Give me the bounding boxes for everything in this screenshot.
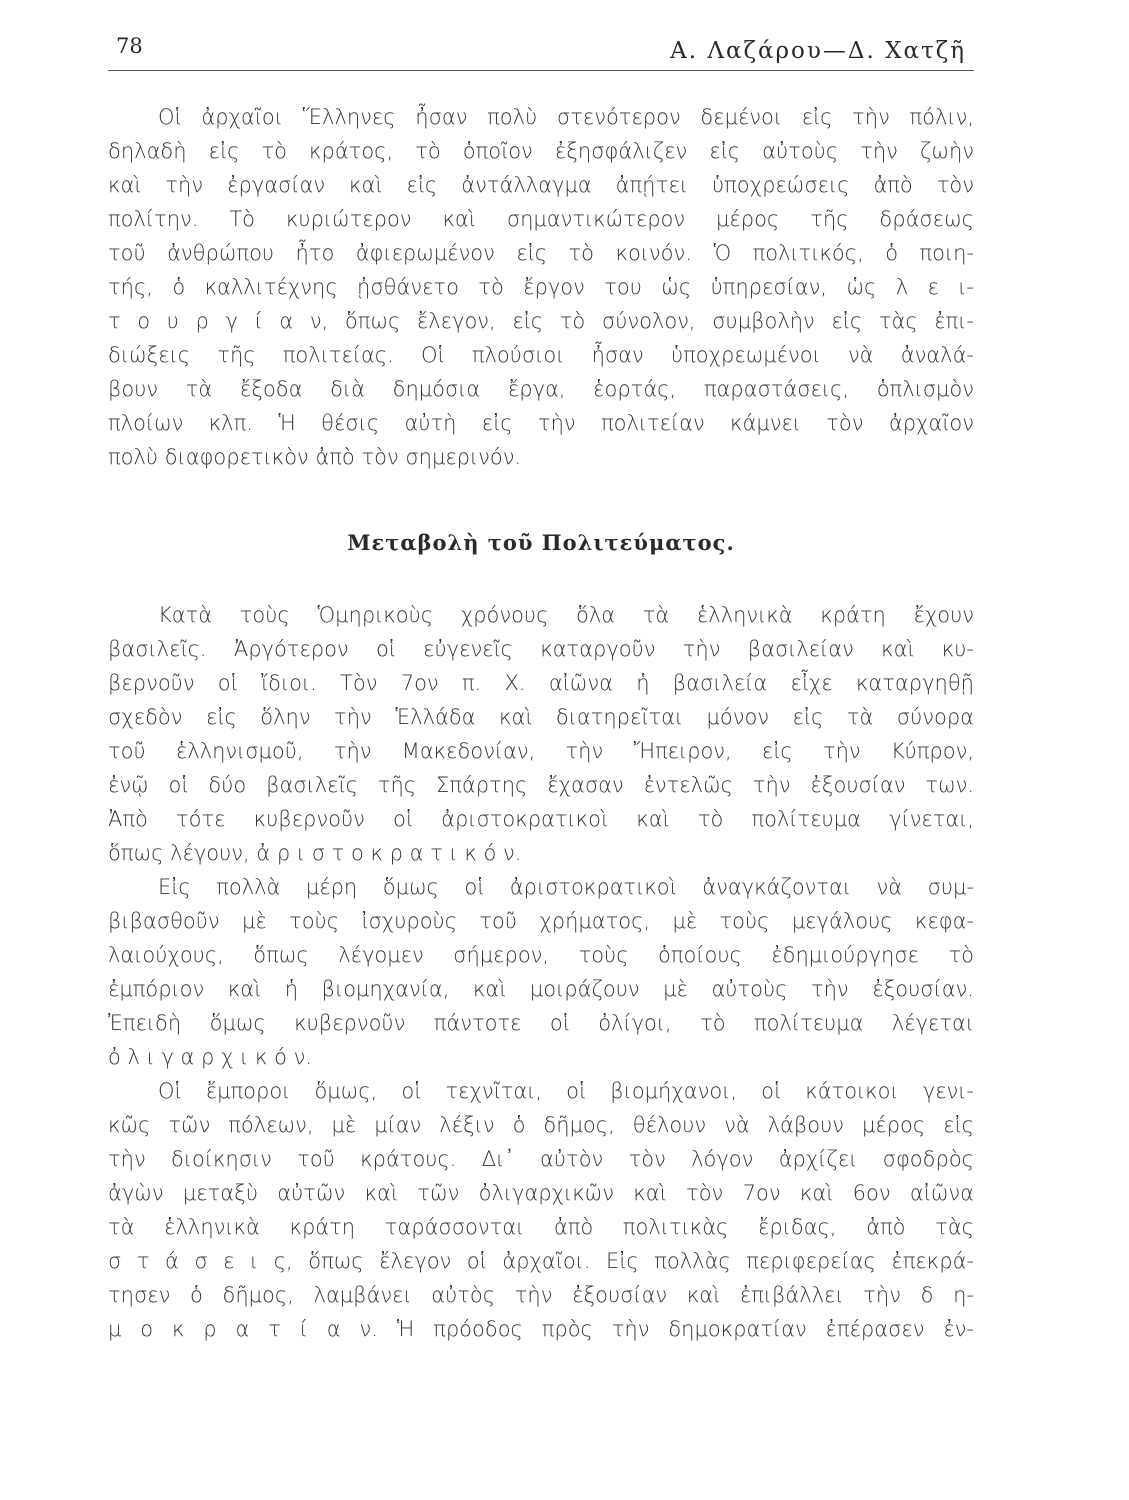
page-header	[108, 30, 974, 71]
text-line: τ ο υ ρ γ ί α ν, ὅπως ἔλεγον, εἰς τὸ σύνολον, συμβολὴν εἰς τὰς ἐπι-	[108, 309, 974, 333]
text-line: ἐμπόριον καὶ ἡ βιομηχανία, καὶ μοιράζουν μὲ αὐτοὺς τὴν ἐξουσίαν.	[108, 977, 974, 1001]
text-line: βιβασθοῦν μὲ τοὺς ἰσχυροὺς τοῦ χρήματος, μὲ τοὺς μεγάλους κεφα-	[108, 909, 974, 933]
text-line: πολὺ διαφορετικὸν ἀπὸ τὸν σημερινόν.	[108, 445, 522, 469]
text-line: τής, ὁ καλλιτέχνης ᾐσθάνετο τὸ ἔργον του ὡς ὑπηρεσίαν, ὡς λ ε ι-	[108, 275, 974, 299]
text-line: βουν τὰ ἔξοδα διὰ δημόσια ἔργα, ἑορτάς, παραστάσεις, ὁπλισμὸν	[108, 377, 974, 401]
text-line: μ ο κ ρ α τ ί α ν. Ἡ πρόοδος πρὸς τὴν δημοκρατίαν ἐπέρασεν ἐν-	[108, 1317, 974, 1341]
text-line: βερνοῦν οἱ ἴδιοι. Τὸν 7ον π. Χ. αἰῶνα ἡ βασιλεία εἶχε καταργηθῇ	[108, 671, 974, 695]
text-line: πλοίων κλπ. Ἡ θέσις αὐτὴ εἰς τὴν πολιτείαν κάμνει τὸν ἀρχαῖον	[108, 411, 974, 435]
text-line: Οἱ ἀρχαῖοι Ἕλληνες ἦσαν πολὺ στενότερον δεμένοι εἰς τὴν πόλιν,	[158, 105, 974, 129]
text-line: ἐνῷ οἱ δύο βασιλεῖς τῆς Σπάρτης ἔχασαν ἐντελῶς τὴν ἐξουσίαν των.	[108, 773, 974, 797]
text-line: βασιλεῖς. Ἀργότερον οἱ εὐγενεῖς καταργοῦν τὴν βασιλείαν καὶ κυ-	[108, 637, 974, 661]
paragraph-2	[108, 598, 974, 870]
text-line: Ἐπειδὴ ὅμως κυβερνοῦν πάντοτε οἱ ὀλίγοι, τὸ πολίτευμα λέγεται	[108, 1011, 974, 1035]
text-line: διώξεις τῆς πολιτείας. Οἱ πλούσιοι ἦσαν ὑποχρεωμένοι νὰ ἀναλά-	[108, 343, 974, 367]
text-line: ὅπως λέγουν, ἀ ρ ι σ τ ο κ ρ α τ ι κ ό ν.	[108, 841, 522, 865]
text-line: πολίτην. Τὸ κυριώτερον καὶ σημαντικώτερον μέρος τῆς δράσεως	[108, 207, 974, 231]
running-head: Α. Λαζάρου—Δ. Χατζῆ	[670, 38, 966, 64]
section-body	[108, 598, 974, 1346]
text-line: τὰ ἑλληνικὰ κράτη ταράσσονται ἀπὸ πολιτικὰς ἔριδας, ἀπὸ τὰς	[108, 1215, 974, 1239]
page-number: 78	[116, 34, 143, 58]
text-line: Εἰς πολλὰ μέρη ὅμως οἱ ἀριστοκρατικοὶ ἀναγκάζονται νὰ συμ-	[158, 875, 974, 899]
text-line: καὶ τὴν ἐργασίαν καὶ εἰς ἀντάλλαγμα ἀπῄτει ὑποχρεώσεις ἀπὸ τὸν	[108, 173, 974, 197]
paragraph-3	[108, 870, 974, 1074]
text-line: τὴν διοίκησιν τοῦ κράτους. Δι᾿ αὐτὸν τὸν λόγον ἀρχίζει σφοδρὸς	[108, 1147, 974, 1171]
text-line: Κατὰ τοὺς Ὁμηρικοὺς χρόνους ὅλα τὰ ἑλληνικὰ κράτη ἔχουν	[158, 603, 974, 627]
text-line: κῶς τῶν πόλεων, μὲ μίαν λέξιν ὁ δῆμος, θέλουν νὰ λάβουν μέρος εἰς	[108, 1113, 974, 1137]
text-line: Ἀπὸ τότε κυβερνοῦν οἱ ἀριστοκρατικοὶ καὶ τὸ πολίτευμα γίνεται,	[108, 807, 974, 831]
text-line: τοῦ ἑλληνισμοῦ, τὴν Μακεδονίαν, τὴν Ἤπειρον, εἰς τὴν Κύπρον,	[108, 739, 974, 763]
text-line: ὀ λ ι γ α ρ χ ι κ ό ν.	[108, 1045, 313, 1069]
paragraph-1	[108, 100, 974, 474]
text-line: σ τ ά σ ε ι ς, ὅπως ἔλεγον οἱ ἀρχαῖοι. Εἰς πολλὰς περιφερείας ἐπεκρά-	[108, 1249, 974, 1273]
text-line: σχεδὸν εἰς ὅλην τὴν Ἑλλάδα καὶ διατηρεῖται μόνον εἰς τὰ σύνορα	[108, 705, 974, 729]
paragraph-4	[108, 1074, 974, 1346]
text-line: δηλαδὴ εἰς τὸ κράτος, τὸ ὁποῖον ἐξησφάλιζεν εἰς αὐτοὺς τὴν ζωὴν	[108, 139, 974, 163]
text-line: τοῦ ἀνθρώπου ἦτο ἀφιερωμένον εἰς τὸ κοινόν. Ὁ πολιτικός, ὁ ποιη-	[108, 241, 974, 265]
text-line: ἀγὼν μεταξὺ αὐτῶν καὶ τῶν ὀλιγαρχικῶν καὶ τὸν 7ον καὶ 6ον αἰῶνα	[108, 1181, 974, 1205]
text-line: λαιούχους, ὅπως λέγομεν σήμερον, τοὺς ὁποίους ἐδημιούργησε τὸ	[108, 943, 974, 967]
section-title: Μεταβολὴ τοῦ Πολιτεύματος.	[347, 530, 735, 555]
text-line: Οἱ ἔμποροι ὅμως, οἱ τεχνῖται, οἱ βιομήχανοι, οἱ κάτοικοι γενι-	[158, 1079, 974, 1103]
text-line: τησεν ὁ δῆμος, λαμβάνει αὐτὸς τὴν ἐξουσίαν καὶ ἐπιβάλλει τὴν δ η-	[108, 1283, 974, 1307]
